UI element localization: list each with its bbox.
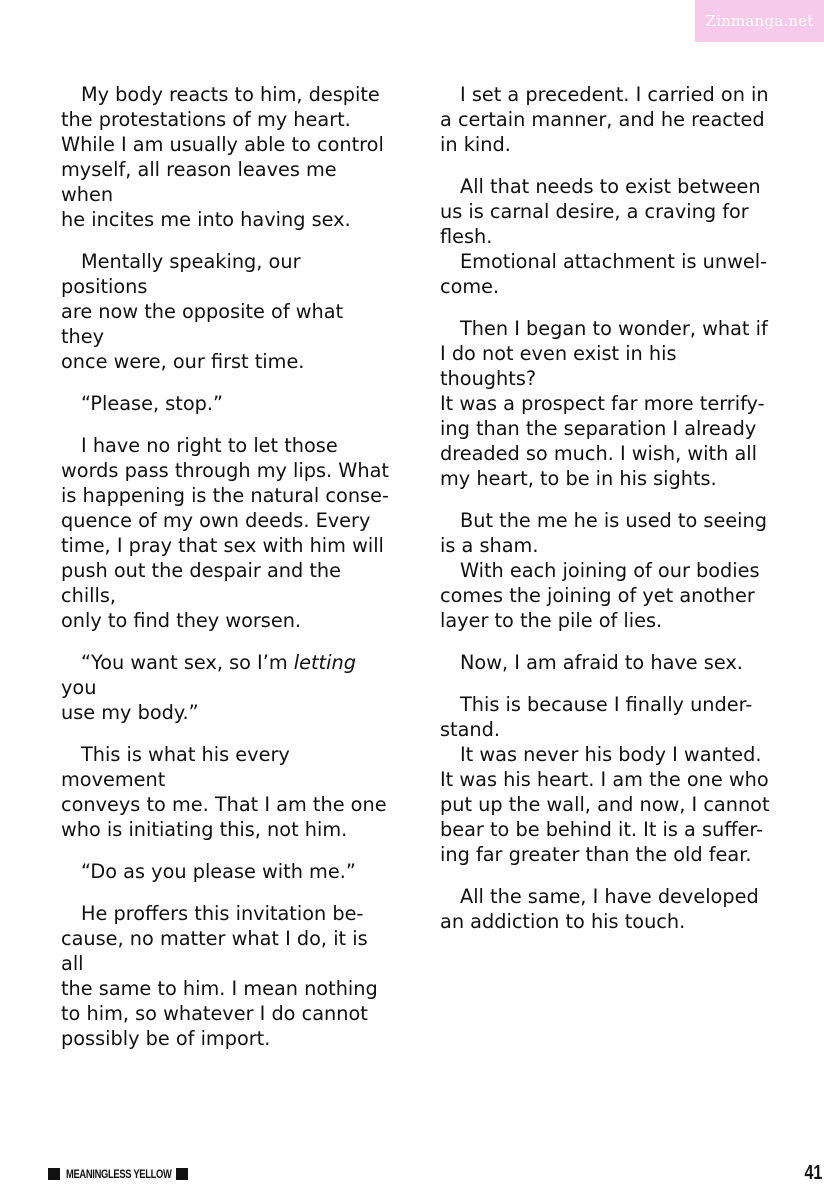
paragraph: He proffers this invitation be- cause, no matter what I do, it is all the same to him. I mean nothing to him, so whatever I do cannot possibly be of import.	[61, 902, 378, 1050]
paragraph: But the me he is used to seeing is a sham.	[440, 509, 767, 557]
paragraph: My body reacts to him, despite the protestations of my heart. While I am usually able to control myself, all reason leaves me when he incites me into having sex.	[61, 83, 384, 231]
page-number: 41	[804, 1162, 822, 1184]
paragraph: “Do as you please with me.”	[81, 860, 356, 883]
paragraph	[61, 650, 391, 725]
paragraph: Mentally speaking, our positions are now the opposite of what they once were, our first time.	[61, 250, 344, 373]
paragraph: All the same, I have developed an addiction to his touch.	[440, 885, 759, 933]
black-square-icon	[176, 1168, 188, 1180]
paragraph: This is because I finally under- stand.	[440, 693, 753, 741]
paragraph: With each joining of our bodies comes the joining of yet another layer to the pile of lies.	[440, 559, 760, 632]
site-watermark: Zinmanga.net	[695, 0, 824, 42]
paragraph: This is what his every movement conveys to me. That I am the one who is initiating this, not him.	[61, 743, 387, 841]
black-square-icon	[48, 1168, 60, 1180]
text-run: “You want sex, so I’m	[81, 651, 294, 674]
paragraph: Emotional attachment is unwel- come.	[440, 250, 768, 298]
paragraph: Then I began to wonder, what if I do not even exist in his thoughts? It was a prospect far more terrify- ing than the separation I already dreaded so much. I wish, with all my heart, to be in his sights.	[440, 317, 768, 490]
left-column	[61, 82, 391, 1068]
paragraph: I have no right to let those words pass through my lips. What is happening is the natural conse- quence of my own deeds. Every time, I pray that sex with him will push out the despair and the chills, only to find they worsen.	[61, 434, 389, 632]
right-column	[440, 82, 775, 951]
paragraph: Now, I am afraid to have sex.	[460, 651, 743, 674]
paragraph: It was never his body I wanted. It was his heart. I am the one who put up the wall, and now, I cannot bear to be behind it. It is a suffer- ing far greater than the old fear.	[440, 743, 770, 866]
paragraph: All that needs to exist between us is carnal desire, a craving for flesh.	[440, 175, 761, 248]
emphasis-text: letting	[293, 651, 356, 674]
book-title: MEANINGLESS YELLOW	[66, 1167, 172, 1181]
paragraph: “Please, stop.”	[81, 392, 223, 415]
text-run: you use my body.”	[61, 676, 199, 724]
running-footer	[48, 1165, 188, 1183]
paragraph: I set a precedent. I carried on in a certain manner, and he reacted in kind.	[440, 83, 769, 156]
